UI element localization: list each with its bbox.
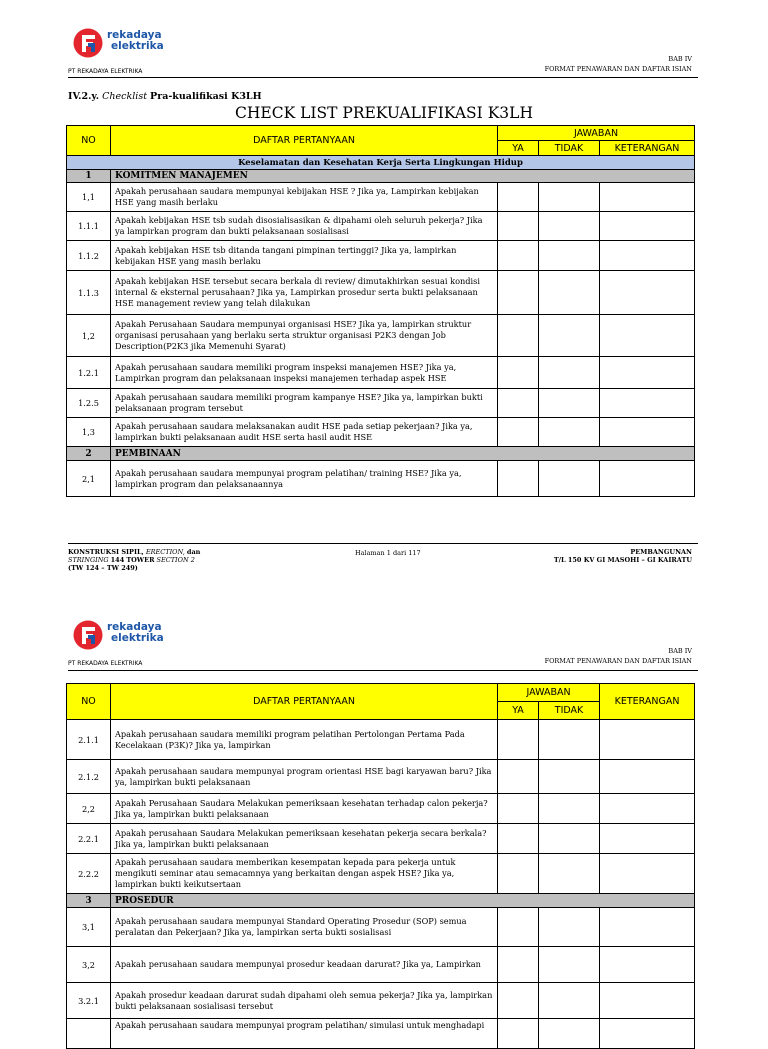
row-number: 2.2.2 (67, 854, 111, 894)
ya-cell[interactable] (498, 271, 539, 315)
tidak-cell[interactable] (539, 983, 600, 1019)
row-question: Apakah perusahaan saudara mempunyai prosedur keadaan darurat? Jika ya, Lampirkan (111, 947, 498, 983)
keterangan-cell[interactable] (600, 794, 695, 824)
ya-cell[interactable] (498, 1019, 539, 1049)
category-subheader: Keselamatan dan Kesehatan Kerja Serta Lingkungan Hidup (67, 156, 695, 170)
table-row (67, 212, 695, 241)
tidak-cell[interactable] (539, 760, 600, 794)
row-number: 3,2 (67, 947, 111, 983)
row-question: Apakah perusahaan saudara mempunyai program pelatihan/ training HSE? Jika ya, lampirkan program dan pelaksanaannya (111, 461, 498, 497)
tidak-cell[interactable] (539, 183, 600, 212)
rekadaya-logo-icon (73, 620, 103, 650)
col-no-header: NO (67, 126, 111, 156)
row-question: Apakah perusahaan saudara memiliki program inspeksi manajemen HSE? Jika ya, Lampirkan program dan pelaksanaan inspeksi manajemen terhadap aspek HSE (111, 357, 498, 389)
table-row (67, 824, 695, 854)
table-row (67, 983, 695, 1019)
col-jawaban-header: JAWABAN (498, 126, 695, 141)
row-number: 1.2.5 (67, 389, 111, 418)
row-number: 1,3 (67, 418, 111, 447)
section-title: PROSEDUR (111, 894, 695, 908)
checklist-table-1 (66, 125, 695, 497)
row-question: Apakah kebijakan HSE tsb ditanda tangani pimpinan tertinggi? Jika ya, lampirkan kebijakan HSE yang masih berlaku (111, 241, 498, 271)
table-row (67, 461, 695, 497)
footer-left: KONSTRUKSI SIPIL, ERECTION, dan STRINGING 144 TOWER SECTION 2 (TW 124 – TW 249) (68, 548, 201, 572)
row-question: Apakah perusahaan saudara mempunyai program orientasi HSE bagi karyawan baru? Jika ya, lampirkan bukti pelaksanaan (111, 760, 498, 794)
ya-cell[interactable] (498, 418, 539, 447)
ya-cell[interactable] (498, 794, 539, 824)
keterangan-cell[interactable] (600, 315, 695, 357)
table-row (67, 418, 695, 447)
page-number: Halaman 1 dari 117 (355, 549, 421, 557)
col-tidak-header: TIDAK (539, 702, 600, 720)
table-row (67, 271, 695, 315)
header-right (545, 54, 692, 74)
tidak-cell[interactable] (539, 794, 600, 824)
col-tidak-header: TIDAK (539, 141, 600, 156)
keterangan-cell[interactable] (600, 720, 695, 760)
ya-cell[interactable] (498, 824, 539, 854)
ya-cell[interactable] (498, 720, 539, 760)
row-number: 2,1 (67, 461, 111, 497)
table-row (67, 389, 695, 418)
table-row (67, 720, 695, 760)
keterangan-cell[interactable] (600, 947, 695, 983)
keterangan-cell[interactable] (600, 854, 695, 894)
row-number: 2.1.1 (67, 720, 111, 760)
col-jawaban-header: JAWABAN (498, 684, 600, 702)
ya-cell[interactable] (498, 389, 539, 418)
section-title: KOMITMEN MANAJEMEN (111, 170, 695, 183)
table-row (67, 947, 695, 983)
row-number: 2.2.1 (67, 824, 111, 854)
tidak-cell[interactable] (539, 315, 600, 357)
header-rule (68, 670, 698, 671)
tidak-cell[interactable] (539, 1019, 600, 1049)
header-right (545, 646, 692, 666)
keterangan-cell[interactable] (600, 983, 695, 1019)
tidak-cell[interactable] (539, 271, 600, 315)
keterangan-cell[interactable] (600, 357, 695, 389)
row-question: Apakah perusahaan saudara mempunyai Standard Operating Prosedur (SOP) semua peralatan dan Pekerjaan? Jika ya, lampirkan serta bukti sosialisasi (111, 908, 498, 947)
keterangan-cell[interactable] (600, 271, 695, 315)
table-row (67, 908, 695, 947)
ya-cell[interactable] (498, 315, 539, 357)
row-number (67, 1019, 111, 1049)
keterangan-cell[interactable] (600, 389, 695, 418)
tidak-cell[interactable] (539, 854, 600, 894)
keterangan-cell[interactable] (600, 1019, 695, 1049)
tidak-cell[interactable] (539, 461, 600, 497)
row-question: Apakah perusahaan saudara memiliki program pelatihan Pertolongan Pertama Pada Kecelakaan (P3K)? Jika ya, lampirkan (111, 720, 498, 760)
footer-rule (68, 543, 698, 544)
col-no-header: NO (67, 684, 111, 720)
tidak-cell[interactable] (539, 418, 600, 447)
row-question: Apakah perusahaan saudara melaksanakan audit HSE pada setiap pekerjaan? Jika ya, lampirkan bukti pelaksanaan audit HSE serta hasil audit HSE (111, 418, 498, 447)
row-number: 1.1.2 (67, 241, 111, 271)
ya-cell[interactable] (498, 760, 539, 794)
logo-text: rekadaya elektrika (107, 29, 164, 52)
row-question: Apakah perusahaan saudara mempunyai program pelatihan/ simulasi untuk menghadapi (111, 1019, 498, 1049)
row-question: Apakah perusahaan Saudara Melakukan pemeriksaan kesehatan pekerja secara berkala? Jika ya, lampirkan bukti pelaksanaan (111, 824, 498, 854)
ya-cell[interactable] (498, 212, 539, 241)
rekadaya-logo-icon (73, 28, 103, 58)
table-row (67, 183, 695, 212)
format-label: FORMAT PENAWARAN DAN DAFTAR ISIAN (544, 65, 692, 73)
page-title: CHECK LIST PREKUALIFIKASI K3LH (235, 104, 533, 122)
tidak-cell[interactable] (539, 241, 600, 271)
keterangan-cell[interactable] (600, 418, 695, 447)
table-row (67, 241, 695, 271)
tidak-cell[interactable] (539, 824, 600, 854)
logo-text: rekadaya elektrika (107, 621, 164, 644)
ya-cell[interactable] (498, 241, 539, 271)
col-keterangan-header: KETERANGAN (600, 684, 695, 720)
row-number: 2,2 (67, 794, 111, 824)
company-logo (73, 28, 183, 62)
format-label: FORMAT PENAWARAN DAN DAFTAR ISIAN (544, 657, 692, 665)
row-number: 1.1.3 (67, 271, 111, 315)
row-number: 3,1 (67, 908, 111, 947)
ya-cell[interactable] (498, 854, 539, 894)
row-question: Apakah perusahaan saudara mempunyai kebijakan HSE ? Jika ya, Lampirkan kebijakan HSE yang masih berlaku (111, 183, 498, 212)
row-number: 1.2.1 (67, 357, 111, 389)
section-title: PEMBINAAN (111, 447, 695, 461)
bab-label: BAB IV (668, 647, 692, 655)
keterangan-cell[interactable] (600, 212, 695, 241)
header-rule (68, 77, 698, 78)
col-ya-header: YA (498, 141, 539, 156)
ya-cell[interactable] (498, 357, 539, 389)
row-question: Apakah prosedur keadaan darurat sudah dipahami oleh semua pekerja? Jika ya, lampirkan bukti pelaksanaan sosialisasi tersebut (111, 983, 498, 1019)
tidak-cell[interactable] (539, 908, 600, 947)
ya-cell[interactable] (498, 183, 539, 212)
section-number: 2 (67, 447, 111, 461)
table-row (67, 357, 695, 389)
company-name: PT REKADAYA ELEKTRIKA (68, 660, 143, 667)
footer-right: PEMBANGUNAN T/L 150 KV GI MASOHI – GI KAIRATU (553, 548, 692, 564)
col-keterangan-header: KETERANGAN (600, 141, 695, 156)
row-number: 2.1.2 (67, 760, 111, 794)
keterangan-cell[interactable] (600, 241, 695, 271)
checklist-table-2 (66, 683, 695, 1049)
col-question-header: DAFTAR PERTANYAAN (111, 684, 498, 720)
section-subtitle: IV.2.y. Checklist Pra-kualifikasi K3LH (68, 91, 262, 102)
row-question: Apakah kebijakan HSE tsb sudah disosialisasikan & dipahami oleh seluruh pekerja? Jika ya lampirkan program dan bukti pelaksanaan sosialisasi (111, 212, 498, 241)
ya-cell[interactable] (498, 908, 539, 947)
section-number: 3 (67, 894, 111, 908)
ya-cell[interactable] (498, 983, 539, 1019)
row-number: 3.2.1 (67, 983, 111, 1019)
table-row (67, 315, 695, 357)
tidak-cell[interactable] (539, 212, 600, 241)
row-question: Apakah Perusahaan Saudara Melakukan pemeriksaan kesehatan terhadap calon pekerja? Jika ya, lampirkan bukti pelaksanaan (111, 794, 498, 824)
row-question: Apakah perusahaan saudara memiliki program kampanye HSE? Jika ya, lampirkan bukti pelaksanaan program tersebut (111, 389, 498, 418)
table-row (67, 1019, 695, 1049)
table-row (67, 854, 695, 894)
row-number: 1,1 (67, 183, 111, 212)
row-number: 1.1.1 (67, 212, 111, 241)
keterangan-cell[interactable] (600, 824, 695, 854)
col-ya-header: YA (498, 702, 539, 720)
bab-label: BAB IV (668, 55, 692, 63)
company-logo (73, 620, 183, 654)
row-question: Apakah kebijakan HSE tersebut secara berkala di review/ dimutakhirkan sesuai kondisi internal & eksternal perusahaan? Jika ya, Lampirkan prosedur serta bukti pelaksanaan HSE management review yang telah dilakukan (111, 271, 498, 315)
row-number: 1,2 (67, 315, 111, 357)
keterangan-cell[interactable] (600, 461, 695, 497)
tidak-cell[interactable] (539, 720, 600, 760)
row-question: Apakah perusahaan saudara memberikan kesempatan kepada para pekerja untuk mengikuti seminar atau semacamnya yang berkaitan dengan aspek HSE? Jika ya, lampirkan bukti keikutsertaan (111, 854, 498, 894)
col-question-header: DAFTAR PERTANYAAN (111, 126, 498, 156)
row-question: Apakah Perusahaan Saudara mempunyai organisasi HSE? Jika ya, lampirkan struktur organisasi perusahaan yang berlaku serta struktur organisasi P2K3 dengan Job Description(P2K3 jika Memenuhi Syarat) (111, 315, 498, 357)
tidak-cell[interactable] (539, 357, 600, 389)
ya-cell[interactable] (498, 461, 539, 497)
section-number: 1 (67, 170, 111, 183)
keterangan-cell[interactable] (600, 183, 695, 212)
tidak-cell[interactable] (539, 389, 600, 418)
company-name: PT REKADAYA ELEKTRIKA (68, 68, 143, 75)
table-row (67, 794, 695, 824)
table-row (67, 760, 695, 794)
keterangan-cell[interactable] (600, 760, 695, 794)
tidak-cell[interactable] (539, 947, 600, 983)
keterangan-cell[interactable] (600, 908, 695, 947)
ya-cell[interactable] (498, 947, 539, 983)
